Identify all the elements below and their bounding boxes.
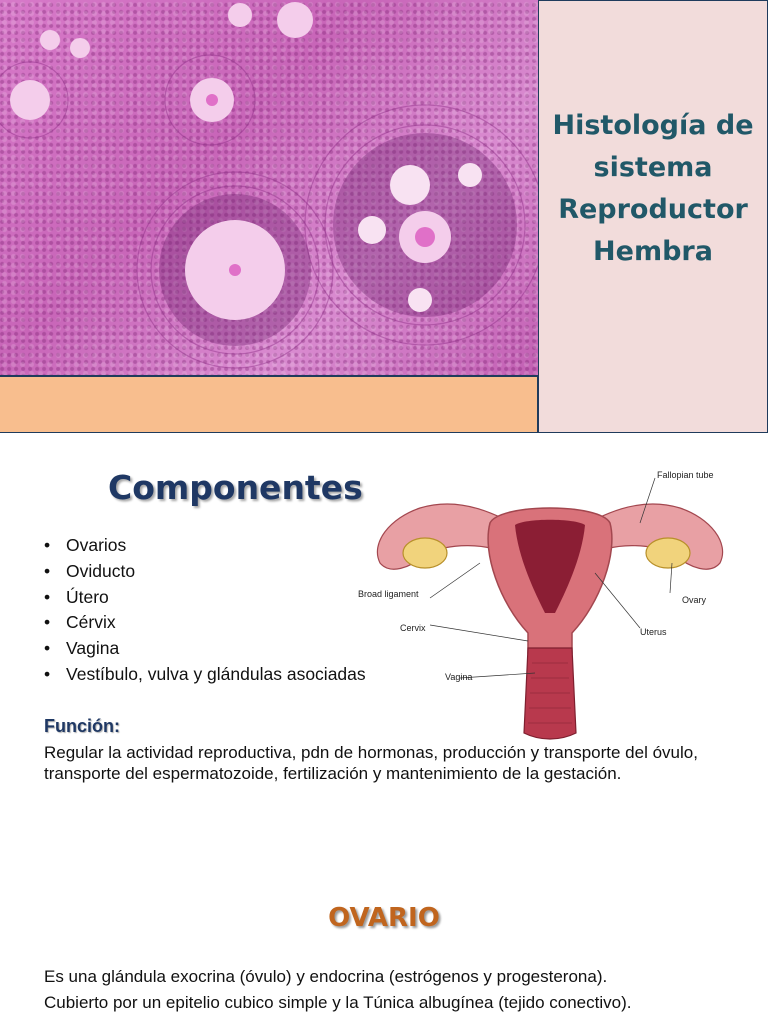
funcion-heading: Función: xyxy=(44,716,120,736)
slide-componentes xyxy=(0,433,768,873)
label-ovary: Ovary xyxy=(682,595,707,605)
componentes-heading: Componentes xyxy=(108,468,363,507)
ovario-line-2: Cubierto por un epitelio cubico simple y la Túnica albugínea (tejido conectivo). xyxy=(44,993,632,1012)
list-item: • Vestíbulo, vulva y glándulas asociadas xyxy=(44,663,366,684)
list-item: • Útero xyxy=(44,586,109,607)
componentes-list xyxy=(44,533,366,688)
label-uterus: Uterus xyxy=(640,627,667,637)
uterus-diagram xyxy=(350,463,750,743)
caption-bar xyxy=(0,375,538,433)
ovario-heading: OVARIO xyxy=(328,903,440,933)
list-item: • Vagina xyxy=(44,638,120,659)
label-broad: Broad ligament xyxy=(358,589,419,599)
right-ovary xyxy=(646,538,690,568)
histology-image xyxy=(0,0,538,375)
list-item: • Oviducto xyxy=(44,560,136,581)
list-item: • Ovarios xyxy=(44,535,127,555)
slide-ovario xyxy=(0,873,768,1024)
histology-illustration xyxy=(0,0,538,375)
left-ovary xyxy=(403,538,447,568)
title-panel xyxy=(538,0,768,433)
vagina-shape xyxy=(524,648,576,739)
label-fallopian: Fallopian tube xyxy=(657,470,714,480)
label-vagina: Vagina xyxy=(445,672,473,682)
list-item: • Cérvix xyxy=(44,612,116,633)
funcion-text: Regular la actividad reproductiva, pdn de hormonas, producción y transporte del óvulo, transporte del espermatozoide, fertilización y mantenimiento de la gestación. xyxy=(44,743,698,783)
slide-title xyxy=(0,0,768,433)
slide-title-text: Histología de sistema Reproductor Hembra xyxy=(552,110,754,267)
label-cervix: Cervix xyxy=(400,623,426,633)
ovario-line-1: Es una glándula exocrina (óvulo) y endocrina (estrógenos y progesterona). xyxy=(44,967,608,986)
